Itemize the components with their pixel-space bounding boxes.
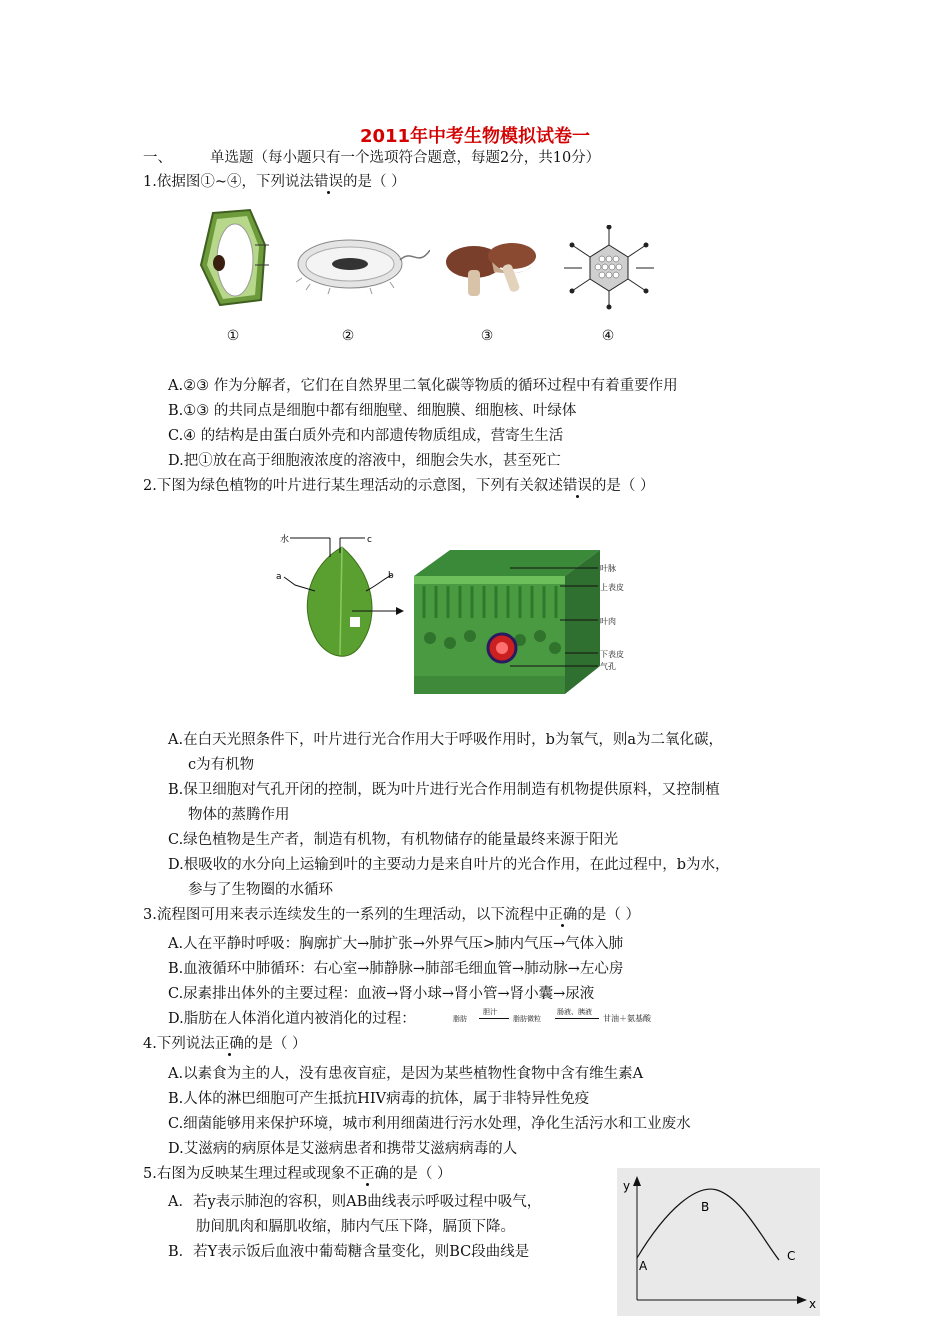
- point-a-label: A: [639, 1259, 648, 1273]
- virus-image: [562, 225, 657, 310]
- q1-option-d: D.把①放在高于细胞液浓度的溶液中，细胞会失水，甚至死亡: [168, 453, 561, 469]
- label-mesophyll: 叶肉: [600, 617, 616, 626]
- figure-label-4: ④: [601, 328, 615, 344]
- x-axis-label: x: [809, 1297, 817, 1311]
- leaf-diagram: [270, 525, 410, 670]
- q2-option-a: A.在白天光照条件下，叶片进行光合作用大于呼吸作用时，b为氧气，则a为二氧化碳，: [168, 732, 724, 748]
- q2-option-d-cont: 参与了生物圈的水循环: [188, 882, 333, 898]
- figure-label-3: ③: [480, 328, 494, 344]
- q5-option-a: A．若y表示肺泡的容积，则AB曲线表示呼吸过程中吸气，: [168, 1194, 542, 1210]
- q1-option-c: C.④ 的结构是由蛋白质外壳和内部遗传物质组成，营寄生生活: [168, 428, 564, 444]
- label-stoma: 气孔: [600, 662, 616, 671]
- digestion-flowchart: 脂肪 胆汁 脂肪微粒 肠液、胰液 甘油＋氨基酸: [453, 1008, 651, 1023]
- section-heading: 单选题（每小题只有一个选项符合题意，每题2分，共10分）: [210, 150, 601, 166]
- emphasis-dots: 不正确: [345, 1166, 389, 1182]
- q3-option-c: C.尿素排出体外的主要过程：血液→肾小球→肾小管→肾小囊→尿液: [168, 986, 595, 1002]
- q4-option-d: D.艾滋病的病原体是艾滋病患者和携带艾滋病病毒的人: [168, 1141, 518, 1157]
- label-upper-epidermis: 上表皮: [600, 583, 624, 592]
- question-2-stem: 2.下图为绿色植物的叶片进行某生理活动的示意图，下列有关叙述错误的是（ ）: [143, 478, 655, 494]
- question-4-stem: 4.下列说法正确的是（ ）: [143, 1036, 307, 1052]
- plant-cell-image: [195, 205, 270, 310]
- page-title: 2011年中考生物模拟试卷一: [359, 126, 591, 147]
- figure-label-1: ①: [226, 328, 240, 344]
- label-b: b: [388, 571, 394, 581]
- q1-option-a: A.②③ 作为分解者，它们在自然界里二氧化碳等物质的循环过程中有着重要作用: [168, 378, 678, 394]
- q5-option-b: B．若Y表示饭后血液中葡萄糖含量变化，则BC段曲线是: [168, 1244, 530, 1260]
- question-5-stem: 5.右图为反映某生理过程或现象不正确的是（ ）: [143, 1166, 452, 1182]
- emphasis-dots: 错误: [313, 174, 343, 190]
- q2-option-b-cont: 物体的蒸腾作用: [188, 807, 290, 823]
- q2-option-c: C.绿色植物是生产者，制造有机物，有机物储存的能量最终来源于阳光: [168, 832, 619, 848]
- curve-graph: [617, 1168, 820, 1316]
- bacterium-image: [290, 228, 430, 298]
- q3-option-d: D.脂肪在人体消化道内被消化的过程：: [168, 1011, 416, 1027]
- y-axis-label: y: [623, 1179, 631, 1193]
- question-1-stem: 1.依据图①~④，下列说法错误的是（ ）: [143, 174, 406, 190]
- emphasis-dots: 正确: [214, 1036, 244, 1052]
- label-a: a: [276, 572, 282, 582]
- emphasis-dots: 错误: [562, 478, 592, 494]
- label-lower-epidermis: 下表皮: [600, 650, 624, 659]
- q4-option-b: B.人体的淋巴细胞可产生抵抗HIV病毒的抗体，属于非特异性免疫: [168, 1091, 590, 1107]
- question-3-stem: 3.流程图可用来表示连续发生的一系列的生理活动，以下流程中正确的是（ ）: [143, 907, 640, 923]
- q4-option-c: C.细菌能够用来保护环境，城市利用细菌进行污水处理，净化生活污水和工业废水: [168, 1116, 691, 1132]
- q2-option-a-cont: c为有机物: [188, 757, 255, 773]
- q1-option-b: B.①③ 的共同点是细胞中都有细胞壁、细胞膜、细胞核、叶绿体: [168, 403, 577, 419]
- q2-option-d: D.根吸收的水分向上运输到叶的主要动力是来自叶片的光合作用，在此过程中，b为水，: [168, 857, 730, 873]
- q3-option-a: A.人在平静时呼吸：胸廓扩大→肺扩张→外界气压>肺内气压→气体入肺: [168, 936, 624, 952]
- point-b-label: B: [701, 1200, 710, 1214]
- label-water: 水: [280, 535, 290, 545]
- leaf-cross-section-image: [410, 548, 625, 703]
- point-c-label: C: [787, 1249, 796, 1263]
- figure-label-2: ②: [341, 328, 355, 344]
- section-number: 一、: [143, 150, 172, 166]
- label-c: c: [367, 535, 372, 545]
- q4-option-a: A.以素食为主的人，没有患夜盲症，是因为某些植物性食物中含有维生素A: [168, 1066, 644, 1082]
- q3-option-b: B.血液循环中肺循环：右心室→肺静脉→肺部毛细血管→肺动脉→左心房: [168, 961, 624, 977]
- q5-option-a-cont: 肋间肌肉和膈肌收缩，肺内气压下降，膈顶下降。: [196, 1219, 515, 1235]
- emphasis-dots: 正确: [548, 907, 578, 923]
- mushroom-image: [432, 232, 547, 302]
- q2-option-b: B.保卫细胞对气孔开闭的控制，既为叶片进行光合作用制造有机物提供原料，又控制植: [168, 782, 720, 798]
- label-vein: 叶脉: [600, 564, 616, 573]
